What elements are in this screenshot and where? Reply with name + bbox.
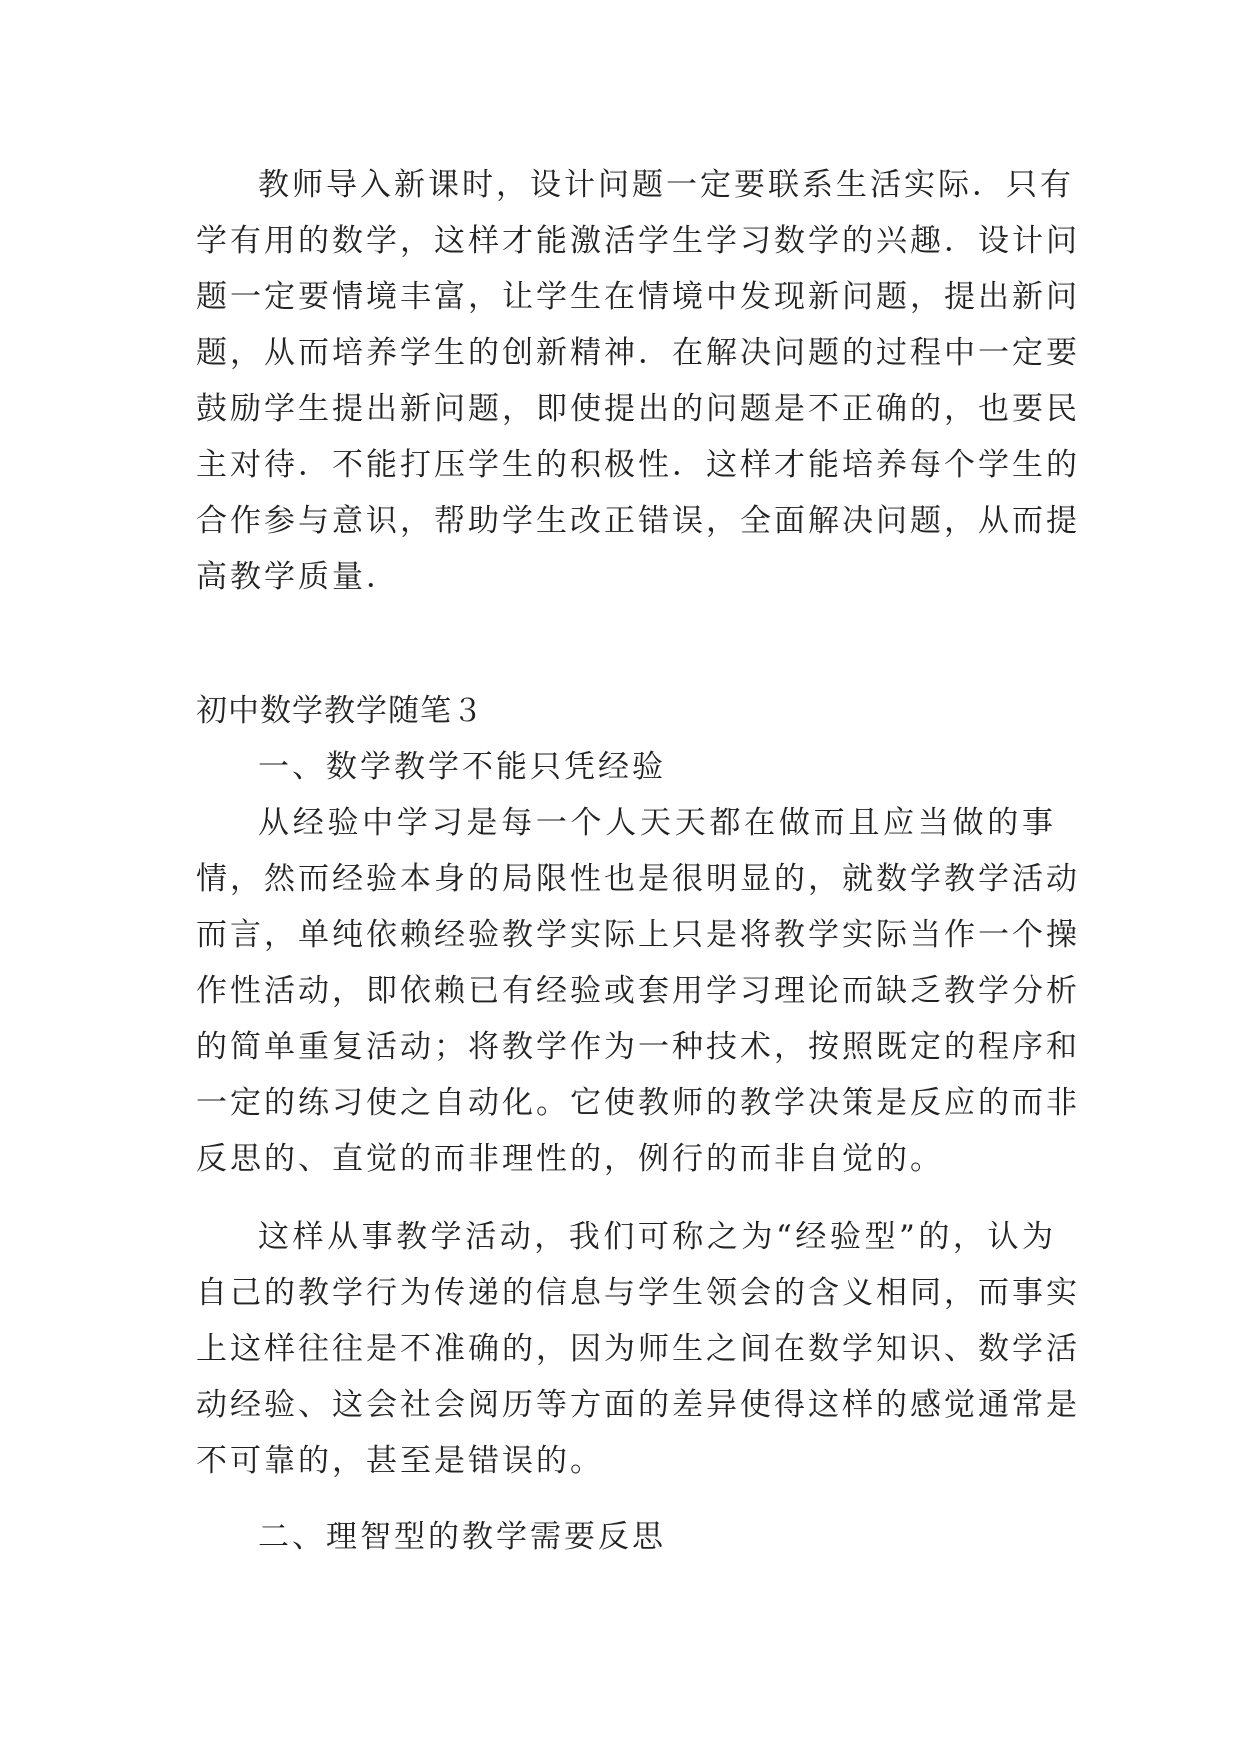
paragraph-1-line-2: 学有用的数学，这样才能激活学生学习数学的兴趣．设计问 bbox=[196, 223, 1080, 259]
paragraph-3-line-4: 动经验、这会社会阅历等方面的差异使得这样的感觉通常是 bbox=[196, 1387, 1080, 1423]
paragraph-3-line-3: 上这样往往是不准确的，因为师生之间在数学知识、数学活 bbox=[196, 1331, 1080, 1367]
paragraph-1-line-8: 高教学质量． bbox=[196, 559, 400, 595]
section-title: 初中数学教学随笔３ bbox=[196, 693, 484, 729]
paragraph-3-line-1: 这样从事教学活动，我们可称之为“经验型”的，认为 bbox=[258, 1219, 1056, 1255]
paragraph-1-line-1: 教师导入新课时，设计问题一定要联系生活实际．只有 bbox=[258, 167, 1074, 203]
paragraph-2-line-3: 而言，单纯依赖经验教学实际上只是将教学实际当作一个操 bbox=[196, 917, 1080, 953]
paragraph-3-line-2: 自己的教学行为传递的信息与学生领会的含义相同，而事实 bbox=[196, 1275, 1080, 1311]
paragraph-2-line-2: 情，然而经验本身的局限性也是很明显的，就数学教学活动 bbox=[196, 861, 1080, 897]
paragraph-2-line-5: 的简单重复活动；将教学作为一种技术，按照既定的程序和 bbox=[196, 1029, 1080, 1065]
paragraph-2-line-4: 作性活动，即依赖已有经验或套用学习理论而缺乏教学分析 bbox=[196, 973, 1080, 1009]
paragraph-3-line-5: 不可靠的，甚至是错误的。 bbox=[196, 1443, 604, 1479]
paragraph-1-line-4: 题，从而培养学生的创新精神．在解决问题的过程中一定要 bbox=[196, 335, 1080, 371]
paragraph-1-line-5: 鼓励学生提出新问题，即使提出的问题是不正确的，也要民 bbox=[196, 391, 1080, 427]
paragraph-2-line-1: 从经验中学习是每一个人天天都在做而且应当做的事 bbox=[258, 805, 1056, 841]
heading-1: 一、数学教学不能只凭经验 bbox=[258, 749, 666, 785]
paragraph-1-line-7: 合作参与意识，帮助学生改正错误，全面解决问题，从而提 bbox=[196, 503, 1080, 539]
paragraph-2-line-7: 反思的、直觉的而非理性的，例行的而非自觉的。 bbox=[196, 1141, 944, 1177]
paragraph-1-line-3: 题一定要情境丰富，让学生在情境中发现新问题，提出新问 bbox=[196, 279, 1080, 315]
paragraph-1-line-6: 主对待．不能打压学生的积极性．这样才能培养每个学生的 bbox=[196, 447, 1080, 483]
heading-2: 二、理智型的教学需要反思 bbox=[258, 1519, 666, 1555]
paragraph-2-line-6: 一定的练习使之自动化。它使教师的教学决策是反应的而非 bbox=[196, 1085, 1080, 1121]
